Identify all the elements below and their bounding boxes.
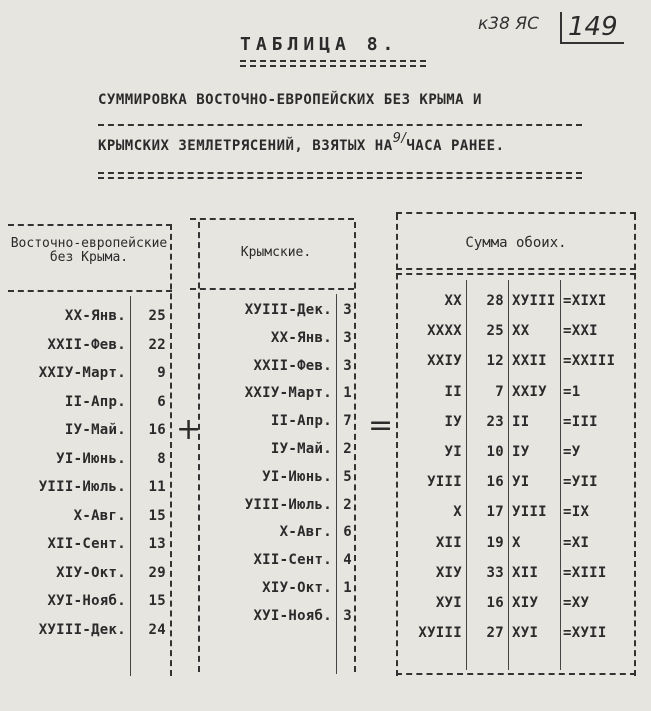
table3-row-sum: 23 — [486, 413, 504, 430]
table2-row-value: 6 — [343, 524, 352, 541]
table3-row-term-b: УI — [512, 474, 530, 491]
subtitle-line-1: СУММИРОВКА ВОСТОЧНО-ЕВРОПЕЙСКИХ БЕЗ КРЫМА И — [98, 92, 482, 108]
table3-row-result: =XIII — [563, 564, 607, 581]
table3-row-term-a: X — [453, 504, 462, 521]
table2-header: Крымские. — [240, 245, 312, 260]
subtitle-fraction: 9/ — [392, 131, 407, 146]
table3-row-result: =XIXI — [563, 293, 607, 309]
table3-row-term-b: XX — [512, 323, 530, 340]
table1-row-value: 24 — [148, 621, 166, 638]
table1-header: Восточно-европейские без Крыма. — [10, 236, 168, 265]
table3-bottom-rule — [396, 673, 636, 675]
table2-row-label: XXII-Фев. — [253, 357, 332, 374]
table2-row-value: 3 — [343, 302, 352, 318]
table1-row-label: X-Авг. — [73, 507, 126, 524]
subtitle-name: ЧАСА РАНЕЕ. — [406, 138, 505, 154]
table2-row-label: XIУ-Окт. — [262, 580, 332, 596]
table2-row-value: 4 — [343, 552, 352, 569]
table3-top-rule — [396, 212, 636, 214]
title-underline — [240, 60, 426, 62]
table3-divider-1 — [466, 280, 467, 670]
table1-row-label: XУI-Нояб. — [47, 593, 126, 609]
table2-row-label: II-Апр. — [270, 413, 332, 430]
table-title: ТАБЛИЦА 8. — [240, 34, 399, 55]
table1-row-value: 15 — [148, 593, 166, 609]
table2-row-value: 1 — [343, 580, 352, 596]
table3-row-term-b: XXIУ — [512, 383, 547, 400]
table2-row-label: XУIII-Дек. — [244, 302, 332, 318]
table3-row-sum: 25 — [486, 323, 504, 340]
subtitle-underline-3 — [98, 177, 582, 179]
archive-note: к38 ЯС — [478, 14, 539, 34]
table2-row-value: 3 — [343, 357, 352, 374]
title-underline-2 — [240, 65, 426, 67]
table3-row-sum: 7 — [495, 383, 504, 400]
table3-row-term-a: II — [444, 383, 462, 400]
table1-row-value: 15 — [148, 507, 166, 524]
equals-sign: = — [368, 408, 394, 443]
table2-top-rule — [190, 218, 354, 220]
table3-row-term-b: II — [512, 413, 530, 430]
table3-row-result: =III — [563, 413, 598, 430]
table3-row-term-b: УIII — [512, 504, 547, 521]
table1-row-label: XII-Сент. — [47, 536, 126, 552]
table2-row-value: 1 — [343, 385, 352, 402]
table3-row-sum: 16 — [486, 474, 504, 491]
table1-row-label: XУIII-Дек. — [38, 621, 126, 638]
table3-header-rule — [396, 268, 636, 270]
table3-row-result: =XУII — [563, 625, 607, 642]
page-number: 149 — [560, 12, 624, 44]
table3-row-result: =XУ — [563, 595, 590, 611]
table1-row-value: 13 — [148, 536, 166, 552]
plus-sign: + — [176, 412, 202, 447]
table2-row-label: УI-Июнь. — [262, 468, 332, 485]
table3-row-sum: 12 — [486, 353, 504, 370]
table3-left-border — [396, 214, 398, 676]
table1-top-rule — [8, 224, 172, 226]
subtitle-underline-2 — [98, 172, 582, 174]
table3-divider-3 — [560, 280, 561, 670]
table3-row-term-a: IУ — [444, 413, 462, 430]
table1-row-label: XX-Янв. — [64, 308, 126, 324]
table3-row-sum: 16 — [486, 595, 504, 611]
table3-row-term-b: XIУ — [512, 595, 539, 611]
table1-row-value: 29 — [148, 564, 166, 581]
table3-row-term-b: XXII — [512, 353, 547, 370]
table1-column-divider — [130, 296, 131, 676]
table3-header: Сумма обоих. — [465, 235, 567, 251]
table3-row-term-a: XII — [435, 534, 462, 551]
table1-row-value: 22 — [148, 336, 166, 353]
table3-row-sum: 10 — [486, 444, 504, 460]
table1-row-value: 6 — [157, 393, 166, 410]
table1-row-label: XXIУ-Март. — [38, 365, 126, 381]
table1-right-border — [170, 224, 172, 676]
table3-row-term-a: XУIII — [418, 625, 462, 642]
table2-row-value: 2 — [343, 496, 352, 513]
table3-row-result: =УII — [563, 474, 598, 491]
table3-row-term-a: XXXX — [427, 323, 462, 340]
table2-row-value: 3 — [343, 607, 352, 624]
table3-row-term-a: XXIУ — [427, 353, 462, 370]
table2-row-value: 3 — [343, 329, 352, 346]
table3-row-term-a: УIII — [427, 474, 462, 491]
table2-column-divider — [336, 294, 337, 674]
subtitle-line-2 — [98, 131, 505, 154]
table2-row-label: XX-Янв. — [270, 329, 332, 346]
table3-row-result: =1 — [563, 383, 581, 400]
table2-row-label: XII-Сент. — [253, 552, 332, 569]
table3-row-term-b: IУ — [512, 444, 530, 460]
table3-row-sum: 33 — [486, 564, 504, 581]
table3-row-term-b: X — [512, 534, 521, 551]
table3-row-result: =XXIII — [563, 353, 616, 370]
table1-row-label: XIУ-Окт. — [56, 564, 126, 581]
table3-row-sum: 27 — [486, 625, 504, 642]
table2-row-label: УIII-Июль. — [244, 496, 332, 513]
table3-row-term-a: XУI — [435, 595, 462, 611]
table3-row-result: =У — [563, 444, 581, 460]
table3-row-result: =XXI — [563, 323, 598, 340]
table2-row-value: 7 — [343, 413, 352, 430]
table2-right-border — [354, 222, 356, 672]
table3-divider-2 — [508, 280, 509, 670]
table3-row-term-b: XУIII — [512, 293, 556, 309]
table3-row-term-b: XУI — [512, 625, 539, 642]
table3-row-term-b: XII — [512, 564, 539, 581]
table2-row-label: XXIУ-Март. — [244, 385, 332, 402]
table1-header-rule — [8, 290, 172, 292]
table3-row-sum: 19 — [486, 534, 504, 551]
table1-row-label: УIII-Июль. — [38, 479, 126, 495]
table2-row-value: 2 — [343, 441, 352, 457]
table3-row-result: =IX — [563, 504, 590, 521]
table1-row-label: II-Апр. — [64, 393, 126, 410]
table2-header-rule — [190, 288, 354, 290]
table1-row-label: XXII-Фев. — [47, 336, 126, 353]
table1-row-value: 9 — [157, 365, 166, 381]
table3-row-result: =XI — [563, 534, 590, 551]
table2-row-value: 5 — [343, 468, 352, 485]
table1-row-value: 8 — [157, 450, 166, 467]
table2-row-label: XУI-Нояб. — [253, 607, 332, 624]
table3-row-term-a: XX — [444, 293, 462, 309]
table1-row-label: IУ-Май. — [64, 422, 126, 438]
table3-row-term-a: XIУ — [435, 564, 462, 581]
subtitle-underline-1 — [98, 124, 582, 126]
table3-row-sum: 28 — [486, 293, 504, 309]
table1-row-value: 11 — [148, 479, 166, 495]
table2-row-label: IУ-Май. — [270, 441, 332, 457]
table3-header-rule-2 — [396, 273, 636, 275]
table3-right-border — [634, 214, 636, 676]
table2-row-label: X-Авг. — [279, 524, 332, 541]
table1-row-label: УI-Июнь. — [56, 450, 126, 467]
table1-row-value: 16 — [148, 422, 166, 438]
table3-row-term-a: УI — [444, 444, 462, 460]
subtitle-line-2-text: КРЫМСКИХ ЗЕМЛЕТРЯСЕНИЙ, ВЗЯТЫХ НА — [98, 138, 393, 154]
table3-row-sum: 17 — [486, 504, 504, 521]
table1-row-value: 25 — [148, 308, 166, 324]
